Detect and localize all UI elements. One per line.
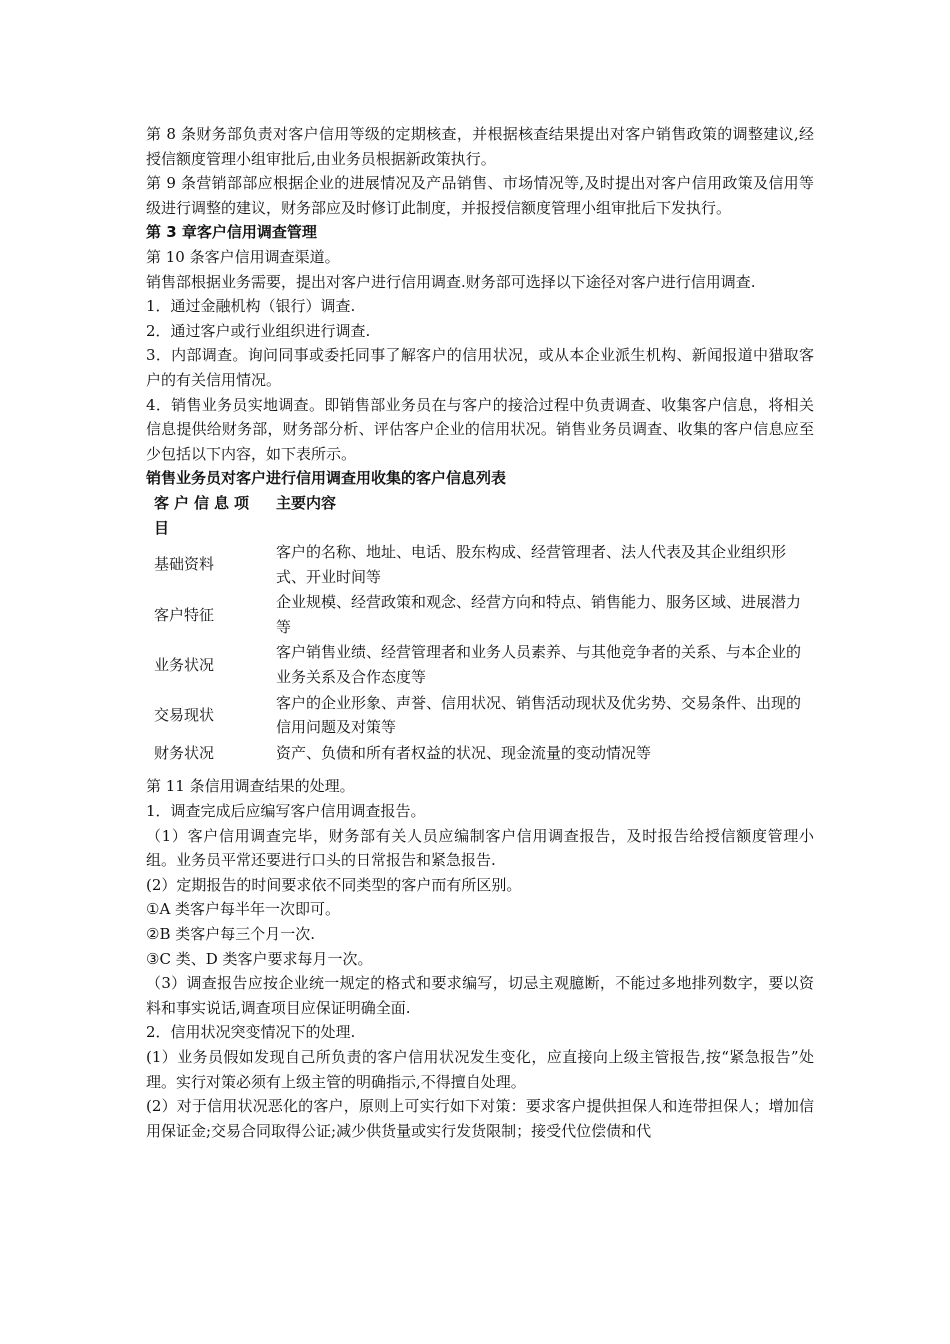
table-cell-content: 客户销售业绩、经营管理者和业务人员素养、与其他竞争者的关系、与本企业的业务关系及合作态度等 [276, 643, 802, 687]
sub-item-change-2: (2）对于信用状况恶化的客户，原则上可实行如下对策：要求客户提供担保人和连带担保人；增加信用保证金;交易合同取得公证;减少供货量或实行发货限制；接受代位偿债和代 [146, 1097, 814, 1140]
sub-item-change-1: (1）业务员假如发现自己所负责的客户信用状况发生变化，应直接向上级主管报告,按“紧急报告”处理。实行对策必须有上级主管的明确指示,不得擅自处理。 [146, 1047, 814, 1091]
table-cell-content: 客户的名称、地址、电话、股东构成、经营管理者、法人代表及其企业组织形式、开业时间等 [276, 543, 787, 586]
paragraph-article-10: 第 10 条客户信用调查渠道。 [146, 247, 340, 266]
paragraph-article-11: 第 11 条信用调查结果的处理。 [146, 777, 355, 796]
customer-info-table [146, 491, 814, 767]
sub-item-3: （3）调查报告应按企业统一规定的格式和要求编写，切忌主观臆断，不能过多地排列数字，要以资料和事实说话,调查项目应保证明确全面. [146, 974, 814, 1017]
sub-item-2b: ②B 类客户每三个月一次. [146, 925, 316, 943]
sub-item-1: （1）客户信用调查完毕，财务部有关人员应编制客户信用调查报告，及时报告给授信额度管理小组。业务员平常还要进行口头的日常报告和紧急报告. [146, 826, 814, 870]
table-cell-item: 交易现状 [154, 705, 215, 724]
table-cell-item: 客户特征 [154, 605, 215, 624]
spacer [146, 766, 814, 774]
table-row [146, 691, 814, 741]
table-cell-item: 基础资料 [154, 555, 215, 574]
list-item-3: 3．内部调查。询问同事或委托同事了解客户的信用状况，或从本企业派生机构、新闻报道中猎取客户的有关信用情况。 [146, 346, 814, 389]
list-item-sudden-change: 2．信用状况突变情况下的处理. [146, 1023, 356, 1042]
paragraph-sales-survey: 销售部根据业务需要，提出对客户进行信用调查.财务部可选择以下途径对客户进行信用调查. [146, 272, 756, 291]
table-header-row [146, 491, 814, 540]
list-item-4: 4．销售业务员实地调查。即销售部业务员在与客户的接洽过程中负责调查、收集客户信息，将相关信息提供给财务部，财务部分析、评估客户企业的信用状况。销售业务员调查、收集的客户信息应至少包括以下内容，如下表所示。 [146, 395, 814, 463]
table-row [146, 540, 814, 590]
table-row [146, 590, 814, 640]
table-cell-content: 企业规模、经营政策和观念、经营方向和特点、销售能力、服务区域、进展潜力等 [276, 593, 802, 636]
table-row [146, 741, 814, 767]
table-cell-item: 财务状况 [154, 743, 215, 762]
table-title: 销售业务员对客户进行信用调查用收集的客户信息列表 [146, 469, 507, 488]
sub-item-2: (2）定期报告的时间要求依不同类型的客户而有所区别。 [146, 875, 522, 894]
table-cell-item: 业务状况 [154, 655, 215, 674]
table-row [146, 640, 814, 690]
list-item-report: 1．调查完成后应编写客户信用调查报告。 [146, 802, 426, 821]
sub-item-2a: ①A 类客户每半年一次即可。 [146, 900, 341, 919]
chapter-title: 第 3 章客户信用调查管理 [146, 223, 317, 242]
table-cell-content: 客户的企业形象、声誉、信用状况、销售活动现状及优劣势、交易条件、出现的信用问题及对策等 [276, 693, 802, 737]
table-header-content: 主要内容 [276, 493, 337, 512]
table-cell-content: 资产、负债和所有者权益的状况、现金流量的变动情况等 [276, 743, 652, 762]
document-page [146, 122, 814, 1143]
paragraph-article-9: 第 9 条营销部部应根据企业的进展情况及产品销售、市场情况等,及时提出对客户信用政策及信用等级进行调整的建议，财务部应及时修订此制度，并报授信额度管理小组审批后下发执行。 [146, 174, 814, 217]
list-item-2: 2．通过客户或行业组织进行调查. [146, 321, 371, 340]
sub-item-2c: ③C 类、D 类客户要求每月一次。 [146, 949, 373, 968]
table-header-item: 客户信息项目 [154, 493, 255, 537]
list-item-1: 1．通过金融机构（银行）调查. [146, 297, 356, 316]
paragraph-article-8: 第 8 条财务部负责对客户信用等级的定期核查，并根据核查结果提出对客户销售政策的调整建议,经授信额度管理小组审批后,由业务员根据新政策执行。 [146, 125, 814, 168]
